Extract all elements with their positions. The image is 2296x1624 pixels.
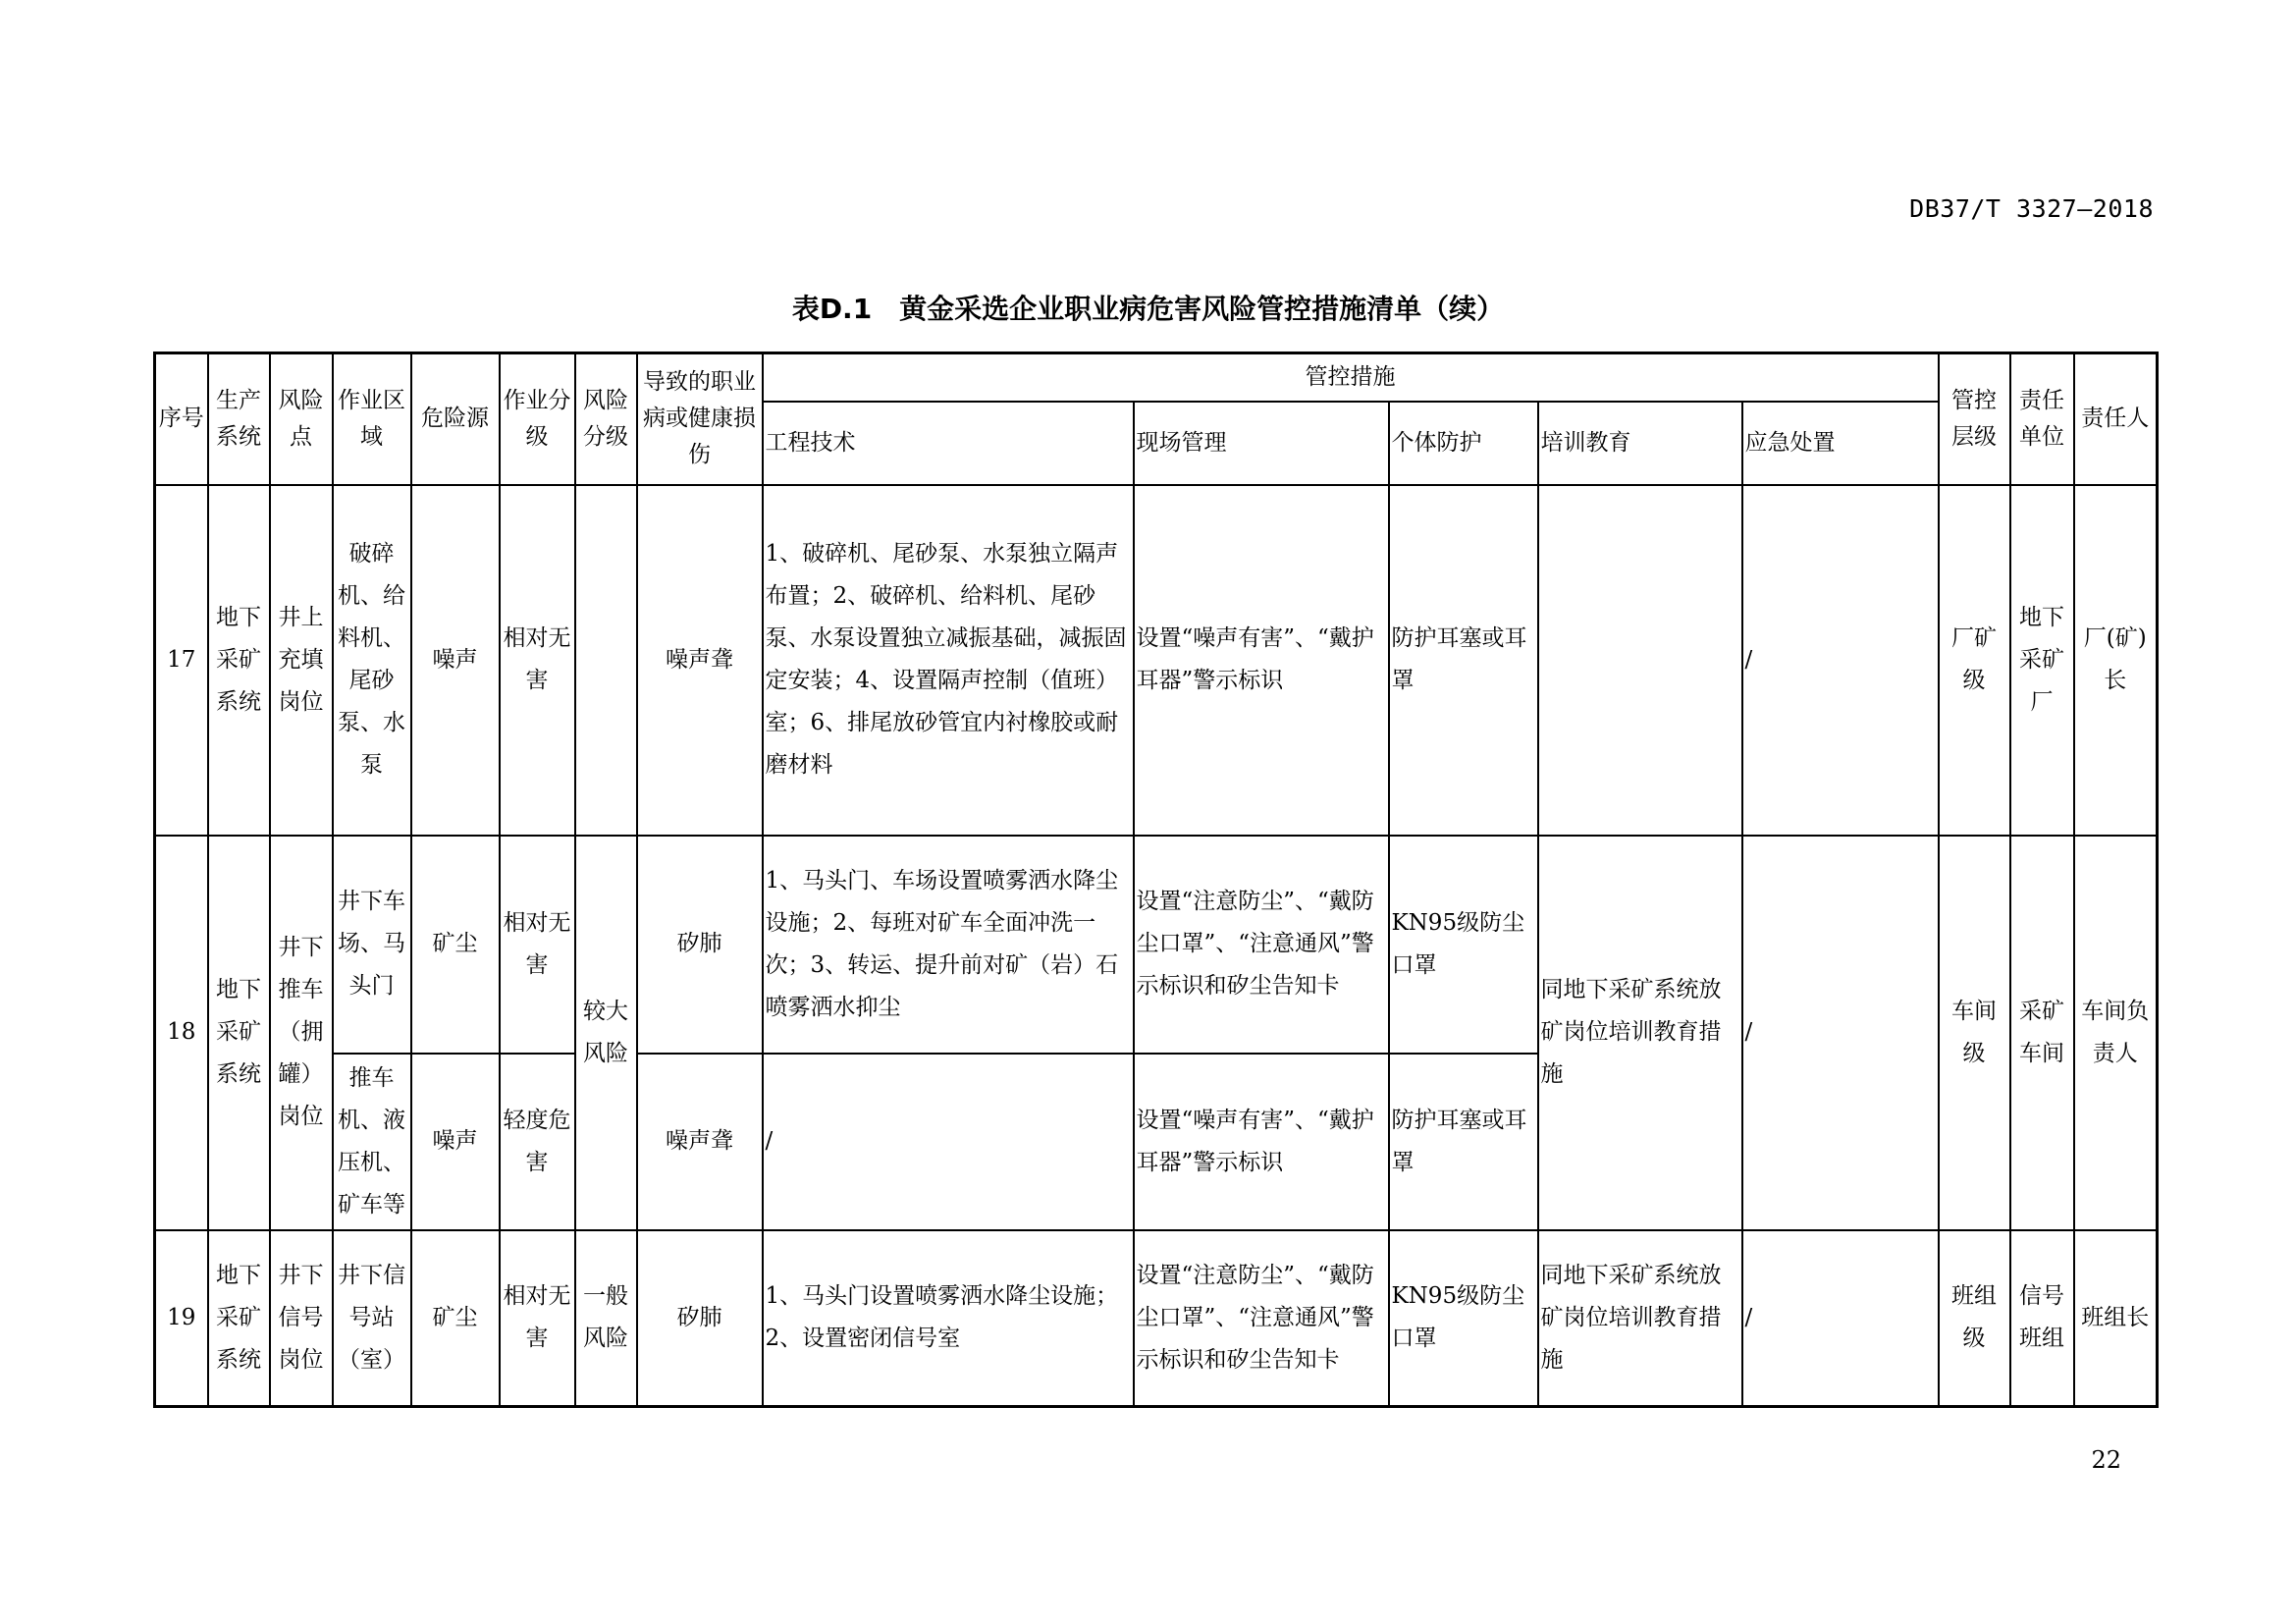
header-system: 生产系统 — [208, 353, 270, 485]
cell-ppe: KN95级防尘口罩 — [1389, 836, 1538, 1054]
cell-risk-point: 井下推车（拥罐）岗位 — [270, 836, 333, 1230]
header-row-1 — [155, 353, 2158, 402]
cell-ppe: KN95级防尘口罩 — [1389, 1230, 1538, 1407]
cell-risk-level: 较大风险 — [575, 836, 637, 1230]
cell-work-area: 破碎机、给料机、尾砂泵、水泵 — [333, 485, 411, 836]
cell-resp-person: 班组长 — [2074, 1230, 2158, 1407]
cell-disease: 噪声聋 — [637, 485, 763, 836]
header-seq: 序号 — [155, 353, 208, 485]
cell-resp-unit: 信号班组 — [2010, 1230, 2074, 1407]
header-work-level: 作业分级 — [500, 353, 575, 485]
cell-work-area: 推车机、液压机、矿车等 — [333, 1054, 411, 1230]
cell-seq: 18 — [155, 836, 208, 1230]
cell-hazard: 噪声 — [411, 1054, 500, 1230]
cell-resp-person: 车间负责人 — [2074, 836, 2158, 1230]
cell-work-level: 相对无害 — [500, 485, 575, 836]
cell-risk-level — [575, 485, 637, 836]
cell-engineering: 1、马头门设置喷雾洒水降尘设施；2、设置密闭信号室 — [763, 1230, 1134, 1407]
cell-work-area: 井下车场、马头门 — [333, 836, 411, 1054]
header-training: 培训教育 — [1538, 402, 1742, 485]
header-ppe: 个体防护 — [1389, 402, 1538, 485]
cell-training — [1538, 485, 1742, 836]
cell-engineering: / — [763, 1054, 1134, 1230]
cell-training: 同地下采矿系统放矿岗位培训教育措施 — [1538, 1230, 1742, 1407]
cell-seq: 17 — [155, 485, 208, 836]
cell-system: 地下采矿系统 — [208, 485, 270, 836]
cell-hazard: 矿尘 — [411, 836, 500, 1054]
cell-risk-point: 井上充填岗位 — [270, 485, 333, 836]
cell-emergency: / — [1742, 836, 1939, 1230]
cell-ppe: 防护耳塞或耳罩 — [1389, 1054, 1538, 1230]
cell-resp-person: 厂(矿)长 — [2074, 485, 2158, 836]
cell-ppe: 防护耳塞或耳罩 — [1389, 485, 1538, 836]
cell-risk-level: 一般风险 — [575, 1230, 637, 1407]
header-measures: 管控措施 — [763, 353, 1939, 402]
table-title: 表D.1 黄金采选企业职业病危害风险管控措施清单（续） — [791, 293, 1505, 325]
header-emergency: 应急处置 — [1742, 402, 1939, 485]
table-row — [155, 485, 2158, 836]
cell-work-level: 相对无害 — [500, 1230, 575, 1407]
header-hazard: 危险源 — [411, 353, 500, 485]
cell-control-level: 厂矿级 — [1939, 485, 2010, 836]
cell-work-level: 相对无害 — [500, 836, 575, 1054]
cell-work-level: 轻度危害 — [500, 1054, 575, 1230]
header-resp-unit: 责任单位 — [2010, 353, 2074, 485]
cell-engineering: 1、马头门、车场设置喷雾洒水降尘设施；2、每班对矿车全面冲洗一次；3、转运、提升前对矿（岩）石喷雾洒水抑尘 — [763, 836, 1134, 1054]
cell-control-level: 车间级 — [1939, 836, 2010, 1230]
cell-seq: 19 — [155, 1230, 208, 1407]
header-work-area: 作业区域 — [333, 353, 411, 485]
cell-system: 地下采矿系统 — [208, 1230, 270, 1407]
cell-disease: 矽肺 — [637, 836, 763, 1054]
header-engineering: 工程技术 — [763, 402, 1134, 485]
table-row — [155, 836, 2158, 1054]
cell-system: 地下采矿系统 — [208, 836, 270, 1230]
header-control-level: 管控层级 — [1939, 353, 2010, 485]
header-resp-person: 责任人 — [2074, 353, 2158, 485]
cell-hazard: 矿尘 — [411, 1230, 500, 1407]
cell-resp-unit: 地下采矿厂 — [2010, 485, 2074, 836]
cell-resp-unit: 采矿车间 — [2010, 836, 2074, 1230]
cell-risk-point: 井下信号岗位 — [270, 1230, 333, 1407]
table-row — [155, 1230, 2158, 1407]
cell-disease: 噪声聋 — [637, 1054, 763, 1230]
cell-site-mgmt: 设置“噪声有害”、“戴护耳器”警示标识 — [1134, 1054, 1389, 1230]
cell-hazard: 噪声 — [411, 485, 500, 836]
header-risk-level: 风险分级 — [575, 353, 637, 485]
cell-emergency: / — [1742, 485, 1939, 836]
header-disease: 导致的职业病或健康损伤 — [637, 353, 763, 485]
cell-control-level: 班组级 — [1939, 1230, 2010, 1407]
risk-control-table — [153, 352, 2159, 1408]
cell-site-mgmt: 设置“注意防尘”、“戴防尘口罩”、“注意通风”警示标识和矽尘告知卡 — [1134, 1230, 1389, 1407]
cell-emergency: / — [1742, 1230, 1939, 1407]
page-number: 22 — [2091, 1446, 2121, 1474]
cell-site-mgmt: 设置“注意防尘”、“戴防尘口罩”、“注意通风”警示标识和矽尘告知卡 — [1134, 836, 1389, 1054]
header-site-mgmt: 现场管理 — [1134, 402, 1389, 485]
cell-work-area: 井下信号站（室） — [333, 1230, 411, 1407]
cell-site-mgmt: 设置“噪声有害”、“戴护耳器”警示标识 — [1134, 485, 1389, 836]
document-code: DB37/T 3327—2018 — [1909, 194, 2154, 223]
cell-disease: 矽肺 — [637, 1230, 763, 1407]
header-risk-point: 风险点 — [270, 353, 333, 485]
cell-training: 同地下采矿系统放矿岗位培训教育措施 — [1538, 836, 1742, 1230]
cell-engineering: 1、破碎机、尾砂泵、水泵独立隔声布置；2、破碎机、给料机、尾砂泵、水泵设置独立减振基础，减振固定安装；4、设置隔声控制（值班）室；6、排尾放砂管宜内衬橡胶或耐磨材料 — [763, 485, 1134, 836]
